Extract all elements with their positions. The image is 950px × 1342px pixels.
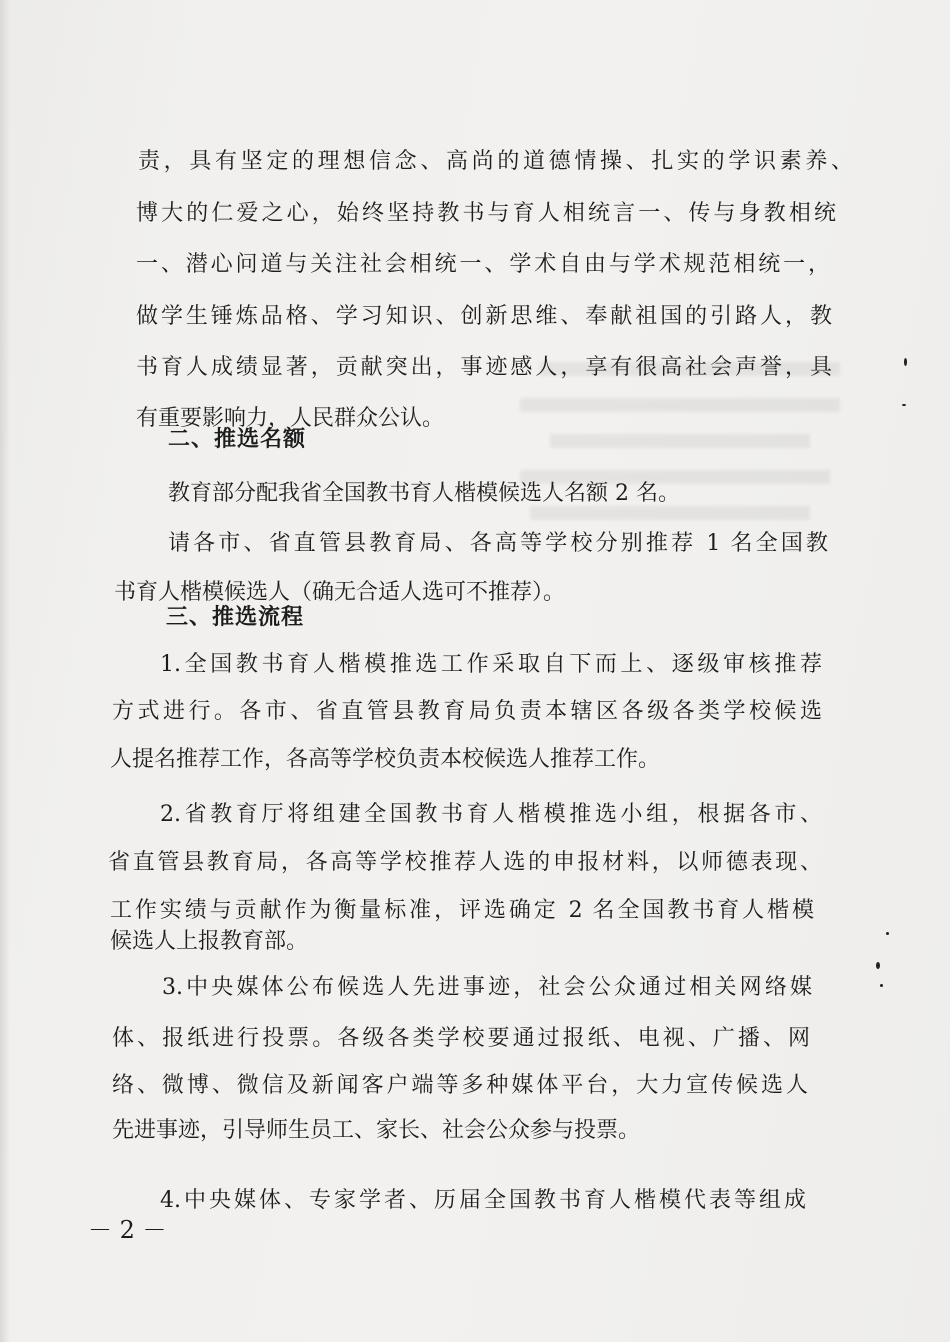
body-line: 体、报纸进行投票。各级各类学校要通过报纸、电视、广播、网 bbox=[112, 1026, 810, 1051]
body-line: 教育部分配我省全国教书育人楷模候选人名额 2 名。 bbox=[168, 481, 680, 506]
page-number: － 2 － bbox=[88, 1216, 167, 1244]
body-line: 博大的仁爱之心，始终坚持教书与育人相统言一、传与身教相统 bbox=[136, 201, 836, 226]
body-line: 3.中央媒体公布候选人先进事迹，社会公众通过相关网络媒 bbox=[162, 975, 812, 1000]
body-line: 做学生锤炼品格、学习知识、创新思维、奉献祖国的引路人，教 bbox=[136, 304, 832, 329]
body-line: 候选人上报教育部。 bbox=[110, 929, 309, 954]
body-line: 请各市、省直管县教育局、各高等学校分别推荐 1 名全国教 bbox=[168, 531, 828, 556]
body-line: 人提名推荐工作，各高等学校负责本校候选人推荐工作。 bbox=[110, 747, 661, 772]
section-heading: 三、推选流程 bbox=[166, 605, 305, 630]
body-line: 4.中央媒体、专家学者、历届全国教书育人楷模代表等组成 bbox=[160, 1188, 806, 1213]
scan-speck bbox=[876, 962, 880, 969]
body-line: 省直管县教育局，各高等学校推荐人选的申报材料，以师德表现、 bbox=[108, 850, 822, 875]
section-heading: 二、推选名额 bbox=[168, 427, 307, 452]
body-line: 书育人成绩显著，贡献突出，事迹感人，享有很高社会声誉，具 bbox=[136, 355, 832, 380]
body-line: 书育人楷模候选人（确无合适人选可不推荐）。 bbox=[114, 580, 566, 605]
body-line: 先进事迹，引导师生员工、家长、社会公众参与投票。 bbox=[112, 1118, 641, 1143]
scan-speck bbox=[902, 404, 906, 406]
body-line: 有重要影响力，人民群众公认。 bbox=[136, 406, 445, 431]
scan-speck bbox=[880, 984, 883, 987]
body-line: 一、潜心问道与关注社会相统一、学术自由与学术规范相统一， bbox=[136, 252, 830, 277]
body-line: 络、微博、微信及新闻客户端等多种媒体平台，大力宣传候选人 bbox=[112, 1073, 808, 1098]
body-line: 方式进行。各市、省直管县教育局负责本辖区各级各类学校候选 bbox=[112, 699, 822, 724]
scan-speck bbox=[886, 932, 889, 935]
body-line: 1.全国教书育人楷模推选工作采取自下而上、逐级审核推荐 bbox=[160, 652, 822, 677]
body-line: 工作实绩与贡献作为衡量标准，评选确定 2 名全国教书育人楷模 bbox=[110, 898, 814, 923]
body-line: 责，具有坚定的理想信念、高尚的道德情操、扎实的学识素养、 bbox=[138, 149, 853, 174]
body-line: 2.省教育厅将组建全国教书育人楷模推选小组，根据各市、 bbox=[160, 802, 822, 827]
scan-speck bbox=[904, 358, 907, 366]
